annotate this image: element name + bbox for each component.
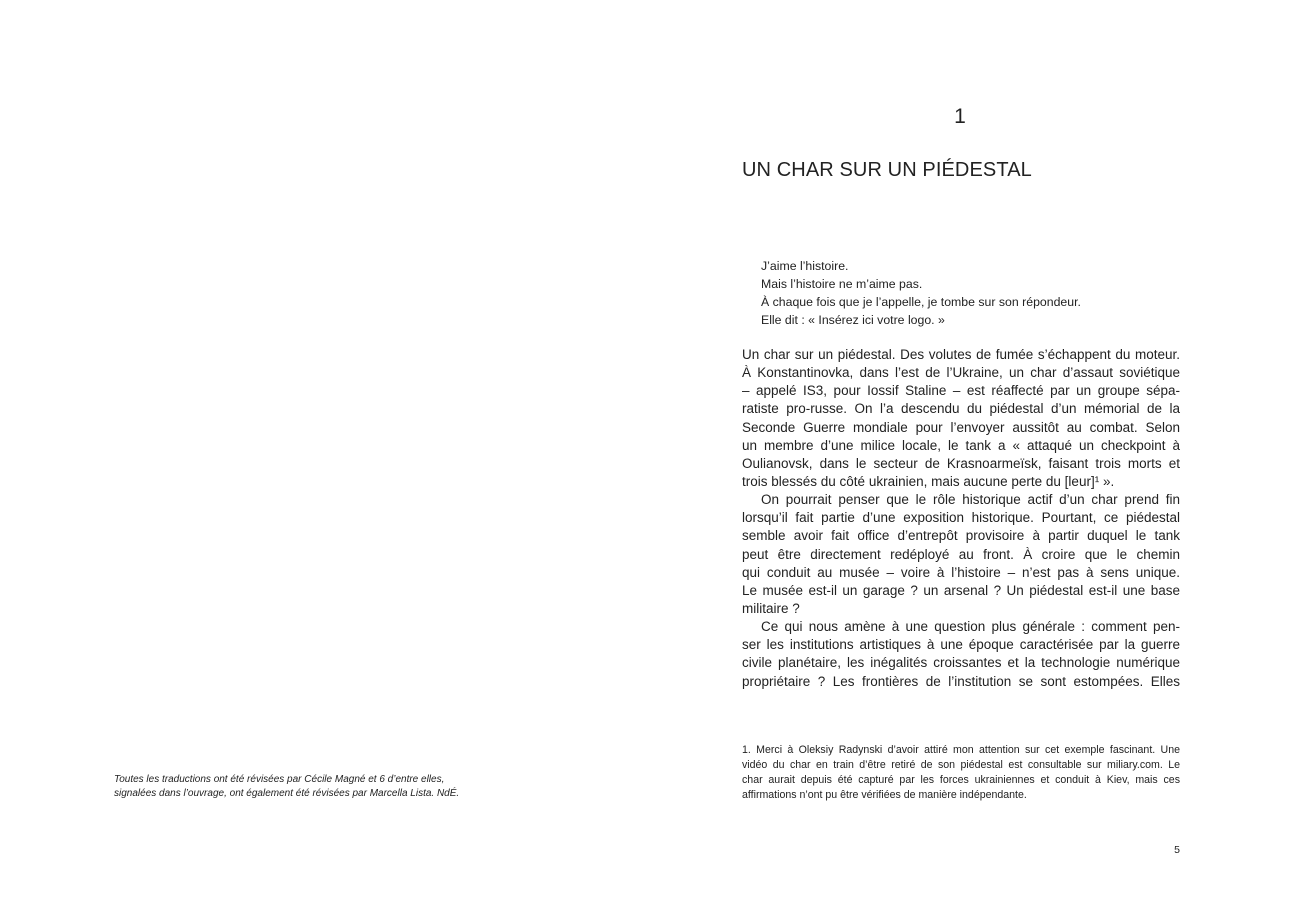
- body-line: civile planétaire, les inégalités croissantes et la technologie numérique: [742, 655, 1180, 671]
- footnote-line: affirmations n’ont pu être vérifiées de manière indépendante.: [742, 789, 1027, 801]
- body-line: ratiste pro-russe. On l’a descendu du piédestal d’un mémorial de la: [742, 401, 1180, 417]
- epigraph: [761, 257, 1081, 329]
- chapter-title: UN CHAR SUR UN PIÉDESTAL: [742, 159, 1032, 181]
- footnote-line: 1. Merci à Oleksiy Radynski d’avoir attiré mon attention sur cet exemple fascinant. Une: [742, 744, 1180, 756]
- epigraph-line: J’aime l’histoire.: [761, 259, 849, 273]
- body-line: lorsqu’il fait partie d’une exposition historique. Pourtant, ce piédestal: [742, 510, 1180, 526]
- footnote-line: vidéo du char en train d’être retiré de son piédestal est consultable sur miliary.com. Le: [742, 759, 1180, 771]
- chapter-body: [742, 346, 1180, 691]
- body-line: semble avoir fait office d’entrepôt provisoire à partir duquel le tank: [742, 528, 1180, 544]
- body-line: militaire ?: [742, 600, 800, 616]
- body-line: – appelé IS3, pour Iossif Staline – est réaffecté par un groupe sépa-: [742, 383, 1180, 399]
- footnote: [742, 743, 1180, 803]
- body-line: qui conduit au musée – voire à l’histoire – n’est pas à sens unique.: [742, 564, 1180, 580]
- body-line: trois blessés du côté ukrainien, mais aucune perte du [leur]¹ ».: [742, 473, 1115, 489]
- body-line: Ce qui nous amène à une question plus générale : comment pen-: [761, 619, 1180, 635]
- body-line: un membre d’une milice locale, le tank a « attaqué un checkpoint à: [742, 437, 1180, 453]
- translation-note-line: Toutes les traductions ont été révisées par Cécile Magné et 6 d’entre elles,: [114, 774, 445, 785]
- body-line: ser les institutions artistiques à une époque caractérisée par la guerre: [742, 637, 1180, 653]
- page-number: 5: [1174, 844, 1180, 856]
- body-line: Oulianovsk, dans le secteur de Krasnoarmeïsk, faisant trois morts et: [742, 455, 1180, 471]
- translation-note-line: signalées dans l’ouvrage, ont également été révisées par Marcella Lista. NdÉ.: [114, 788, 460, 799]
- body-line: Seconde Guerre mondiale pour l’envoyer aussitôt au combat. Selon: [742, 419, 1180, 435]
- chapter-number: 1: [954, 105, 966, 128]
- body-line: Un char sur un piédestal. Des volutes de fumée s’échappent du moteur.: [742, 347, 1180, 362]
- translation-note: [114, 773, 514, 801]
- footnote-line: char aurait depuis été capturé par les forces ukrainiennes et conduit à Kiev, mais ces: [742, 774, 1180, 786]
- body-line: propriétaire ? Les frontières de l’institution se sont estompées. Elles: [742, 673, 1180, 689]
- epigraph-line: Mais l’histoire ne m’aime pas.: [761, 277, 923, 291]
- epigraph-line: Elle dit : « Insérez ici votre logo. »: [761, 313, 945, 327]
- body-line: Le musée est-il un garage ? un arsenal ? Un piédestal est-il une base: [742, 582, 1180, 598]
- body-line: On pourrait penser que le rôle historique actif d’un char prend fin: [761, 492, 1180, 508]
- body-line: À Konstantinovka, dans l’est de l’Ukraine, un char d’assaut soviétique: [742, 365, 1180, 381]
- body-line: peut être directement redéployé au front. À croire que le chemin: [742, 546, 1180, 562]
- epigraph-line: À chaque fois que je l’appelle, je tombe sur son répondeur.: [761, 295, 1081, 309]
